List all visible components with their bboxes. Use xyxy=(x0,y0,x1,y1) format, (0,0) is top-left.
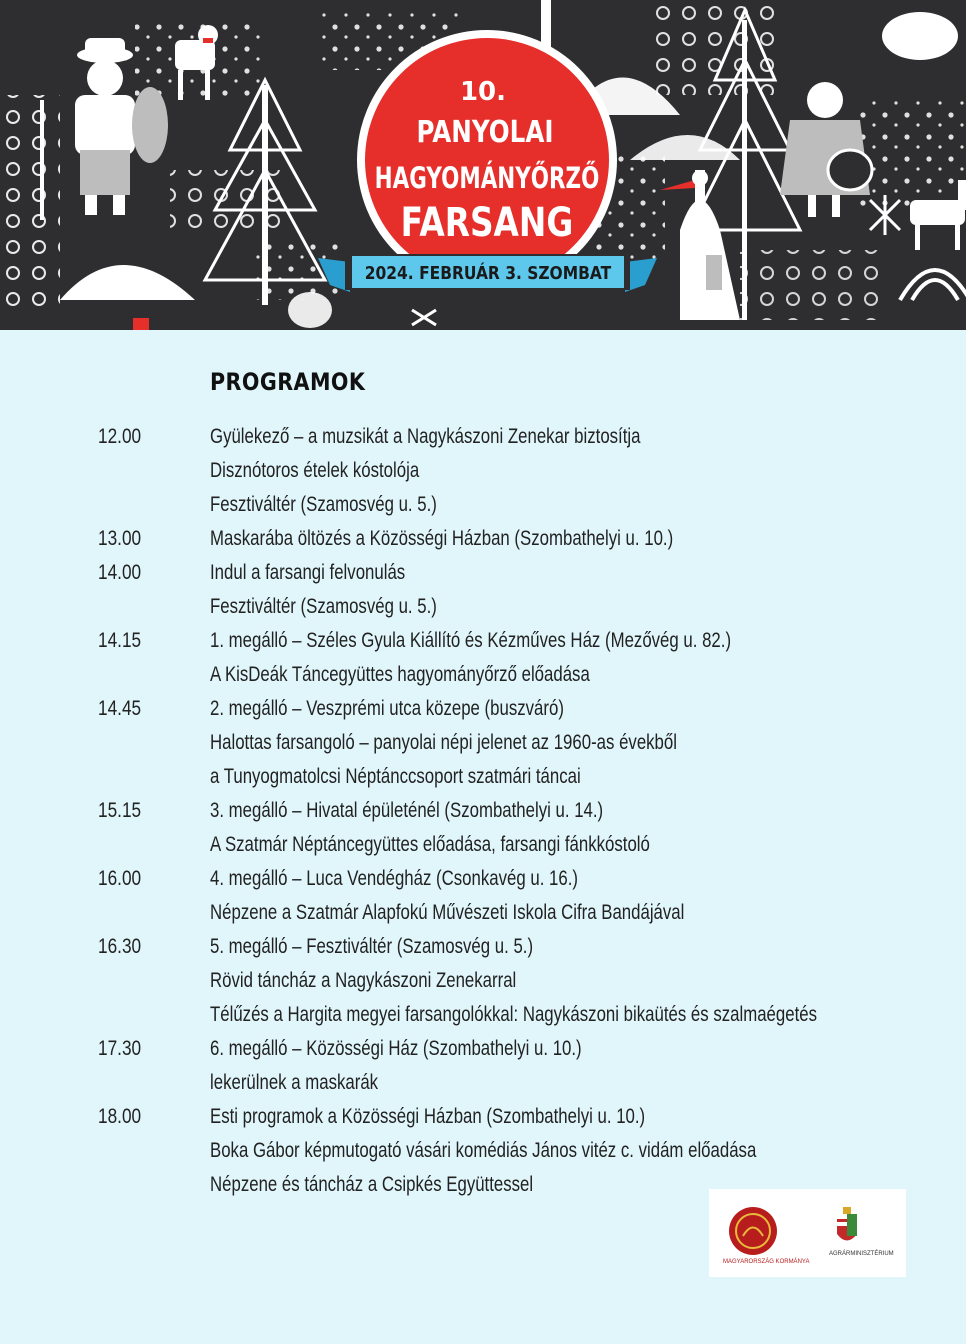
schedule-row xyxy=(0,658,970,692)
schedule-text: 5. megálló – Fesztiváltér (Szamosvég u. 5.) xyxy=(210,935,534,958)
schedule-row xyxy=(0,862,970,896)
schedule-row xyxy=(0,590,970,624)
schedule-text: lekerülnek a maskarák xyxy=(210,1071,379,1094)
left-logo-label: MAGYARORSZÁG KORMÁNYA xyxy=(723,1259,810,1265)
schedule-time: 17.30 xyxy=(98,1037,142,1060)
schedule-row xyxy=(0,522,970,556)
schedule-time: 15.15 xyxy=(98,799,142,822)
schedule-row xyxy=(0,896,970,930)
schedule-text: 1. megálló – Széles Gyula Kiállító és Kézműves Ház (Mezővég u. 82.) xyxy=(210,629,732,652)
schedule-text: Népzene a Szatmár Alapfokú Művészeti Iskola Cifra Bandájával xyxy=(210,901,685,924)
folk-pattern-illustration xyxy=(0,0,970,330)
schedule-row xyxy=(0,1100,970,1134)
schedule-row xyxy=(0,1032,970,1066)
schedule-row xyxy=(0,794,970,828)
edition-number: 10. xyxy=(459,77,507,107)
schedule-time: 14.15 xyxy=(98,629,142,652)
title-line1: PANYOLAI xyxy=(416,115,554,150)
schedule-time: 18.00 xyxy=(98,1105,142,1128)
schedule-row xyxy=(0,624,970,658)
schedule-text: Télűzés a Hargita megyei farsangolókkal: Nagykászoni bikaütés és szalmaégetés xyxy=(210,1003,817,1026)
schedule-row xyxy=(0,1066,970,1100)
schedule-text: Disznótoros ételek kóstolója xyxy=(210,459,420,482)
hungary-coat-of-arms-icon xyxy=(837,1207,857,1241)
schedule-text: 6. megálló – Közösségi Ház (Szombathelyi u. 10.) xyxy=(210,1037,582,1060)
schedule-text: 4. megálló – Luca Vendégház (Csonkavég u. 16.) xyxy=(210,867,578,890)
right-logo-label: AGRÁRMINISZTÉRIUM xyxy=(829,1251,894,1257)
schedule-text: 2. megálló – Veszprémi utca közepe (buszváró) xyxy=(210,697,564,720)
schedule-text: Népzene és táncház a Csipkés Együttessel xyxy=(210,1173,534,1196)
schedule-row xyxy=(0,420,970,454)
schedule-text: Indul a farsangi felvonulás xyxy=(210,561,406,584)
schedule-text: Fesztiváltér (Szamosvég u. 5.) xyxy=(210,595,437,618)
schedule-row xyxy=(0,1134,970,1168)
schedule-row xyxy=(0,726,970,760)
schedule-time: 12.00 xyxy=(98,425,142,448)
title-line3: FARSANG xyxy=(400,198,574,246)
schedule-row xyxy=(0,964,970,998)
schedule-time: 14.45 xyxy=(98,697,142,720)
sponsor-logos xyxy=(709,1189,906,1277)
schedule-row xyxy=(0,828,970,862)
schedule-text: Gyülekező – a muzsikát a Nagykászoni Zenekar biztosítja xyxy=(210,425,641,448)
schedule-text: A KisDeák Táncegyüttes hagyományőrző előadása xyxy=(210,663,590,686)
schedule-time: 16.30 xyxy=(98,935,142,958)
schedule-row xyxy=(0,760,970,794)
schedule-row xyxy=(0,488,970,522)
schedule-time: 13.00 xyxy=(98,527,142,550)
schedule-row xyxy=(0,556,970,590)
title-line2: HAGYOMÁNYŐRZŐ xyxy=(374,161,600,196)
schedule-row xyxy=(0,454,970,488)
schedule-row xyxy=(0,692,970,726)
schedule-row xyxy=(0,998,970,1032)
program-heading: PROGRAMOK xyxy=(210,368,366,396)
event-date: 2024. FEBRUÁR 3. SZOMBAT xyxy=(364,261,612,284)
schedule-row xyxy=(0,930,970,964)
header-banner xyxy=(0,0,970,330)
schedule-text: A Szatmár Néptáncegyüttes előadása, farsangi fánkkóstoló xyxy=(210,833,650,856)
schedule-text: 3. megálló – Hivatal épületénél (Szombathelyi u. 14.) xyxy=(210,799,604,822)
schedule-text: a Tunyogmatolcsi Néptánccsoport szatmári táncai xyxy=(210,765,581,788)
schedule-time: 14.00 xyxy=(98,561,142,584)
schedule-text: Fesztiváltér (Szamosvég u. 5.) xyxy=(210,493,437,516)
schedule-text: Halottas farsangoló – panyolai népi jelenet az 1960-as évekből xyxy=(210,731,677,754)
schedule-text: Boka Gábor képmutogató vásári komédiás János vitéz c. vidám előadása xyxy=(210,1139,757,1162)
schedule-text: Esti programok a Közösségi Házban (Szombathelyi u. 10.) xyxy=(210,1105,646,1128)
schedule-text: Rövid táncház a Nagykászoni Zenekarral xyxy=(210,969,517,992)
schedule-time: 16.00 xyxy=(98,867,142,890)
schedule-text: Maskarába öltözés a Közösségi Házban (Szombathelyi u. 10.) xyxy=(210,527,674,550)
